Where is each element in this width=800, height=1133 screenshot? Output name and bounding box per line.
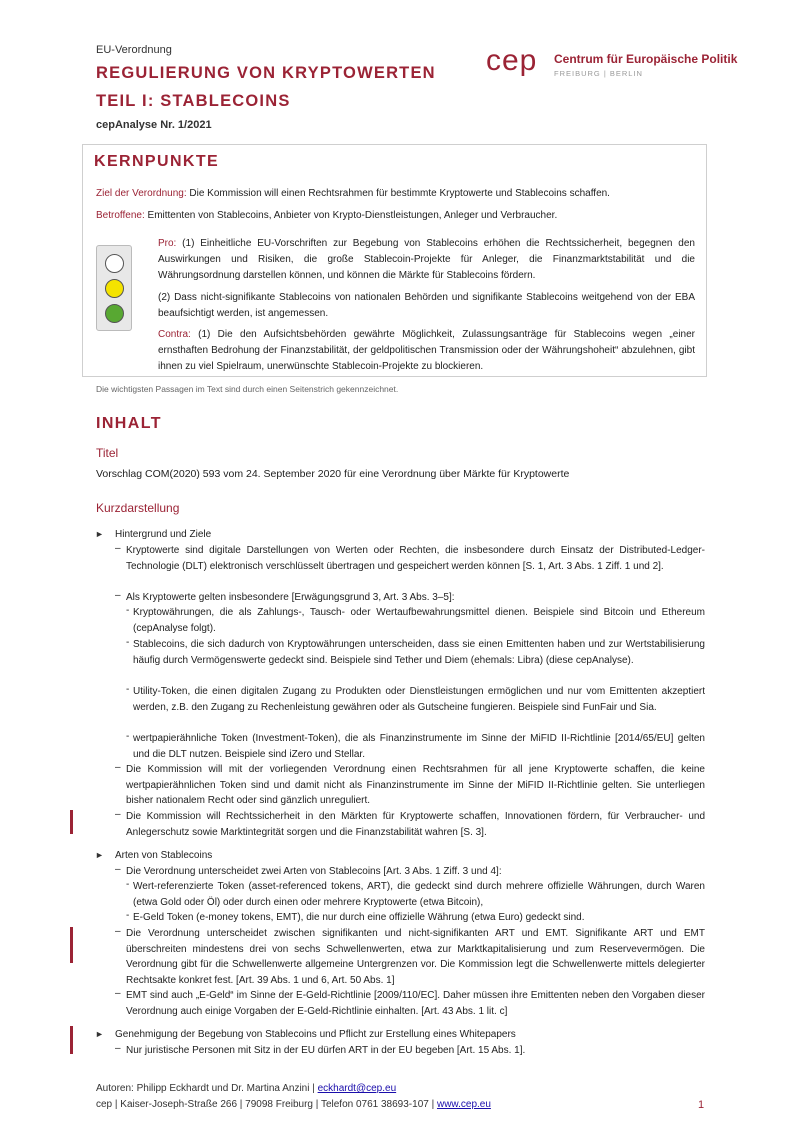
- pro-label: Pro:: [158, 238, 177, 249]
- list-item: E-Geld Token (e-money tokens, EMT), die nur durch eine offizielle Währung (etwa Euro) gedeckt sind.: [133, 912, 585, 923]
- dash-icon: –: [115, 988, 121, 999]
- pro-1-text: (1) Einheitliche EU-Vorschriften zur Begebung von Stablecoins erhöhen die Rechtssicherheit, begegnen den Auswirkungen und Risiken, die große Stablecoin-Projekte für Anleger, die Finanzmarktstabilität und die Währungsordnung darstellen können, und können die Märkte für Stablecoins fördern.: [158, 238, 695, 281]
- section-bullet-icon: ►: [95, 1029, 104, 1039]
- paragraph: Als Kryptowerte gelten insbesondere [Erwägungsgrund 3, Art. 3 Abs. 3–5]:: [126, 592, 455, 603]
- sub-dash-icon: -: [126, 910, 130, 921]
- dash-icon: –: [115, 926, 121, 937]
- key-points-heading: KERNPUNKTE: [94, 153, 220, 170]
- paragraph: Nur juristische Personen mit Sitz in der EU dürfen ART in der EU begeben [Art. 15 Abs. 1].: [126, 1045, 526, 1056]
- sub-dash-icon: -: [126, 879, 130, 890]
- traffic-light-green: [105, 304, 124, 323]
- sub-dash-icon: -: [126, 684, 130, 695]
- margin-bar: [70, 810, 73, 834]
- logo-city: FREIBURG | BERLIN: [554, 69, 643, 78]
- logo-name: Centrum für Europäische Politik: [554, 52, 738, 66]
- footer-address: [96, 1099, 491, 1110]
- objective-line: [96, 187, 610, 201]
- contra-1: [158, 327, 695, 375]
- key-points-box: [82, 144, 707, 377]
- list-item: Stablecoins, die sich dadurch von Kryptowährungen unterscheiden, dass sie einen Emittenten haben und zur Wertstabilisierung häufig durch Vermögenswerte gedeckt sind. Beispiele sind Tether und Diem (ehemals: Libra) (diese cepAnalyse).: [133, 639, 705, 666]
- list-item: Utility-Token, die einen digitalen Zugang zu Produkten oder Dienstleistungen ermöglichen und nur vom Emittenten akzeptiert werden, z.B. den Zugang zu Rechenleistung gewähren oder als Gutscheine fungieren. Beispiele sind FunFair und Sia.: [133, 686, 705, 713]
- objective-label: Ziel der Verordnung:: [96, 188, 187, 199]
- contra-1-text: (1) Die den Aufsichtsbehörden gewährte Möglichkeit, Zulassungsanträge für Stablecoins wegen „einer ernsthaften Bedrohung der Finanzstabilität, der geldpolitischen Transmission oder der Währungshoheit“ abzulehnen, gibt ihnen zu viel Spielraum, unerwünschte Stablecoin-Projekte zu blockieren.: [158, 329, 695, 372]
- paragraph: Die Kommission will Rechtssicherheit in den Märkten für Kryptowerte schaffen, Innovationen fördern, für Verbraucher- und Anlegerschutz sowie Marktintegrität sorgen und die Finanzstabilität wahren [S. 3].: [126, 811, 705, 838]
- list-item: wertpapierähnliche Token (Investment-Token), die als Finanzinstrumente im Sinne der MiFID II-Richtlinie [2014/65/EU] gelten und die DLT nutzen. Beispiele sind iZero und Stellar.: [133, 733, 705, 760]
- footer-authors: [96, 1083, 396, 1094]
- address-text: cep | Kaiser-Joseph-Straße 266 | 79098 Freiburg | Telefon 0761 38693-107 |: [96, 1099, 437, 1110]
- dash-icon: –: [115, 543, 121, 554]
- traffic-light-yellow: [105, 279, 124, 298]
- dash-icon: –: [115, 590, 121, 601]
- sub-dash-icon: -: [126, 637, 130, 648]
- paragraph: EMT sind auch „E-Geld“ im Sinne der E-Geld-Richtlinie [2009/110/EC]. Daher müssen ihre Emittenten neben den Vorgaben dieser Verordnung auch einige Vorgaben der E-Geld-Richtlinie einhalten. [Art. 43 Abs. 1 lit. c]: [126, 990, 705, 1017]
- section-bullet-icon: ►: [95, 850, 104, 860]
- title-label: Titel: [96, 446, 119, 460]
- margin-bar: [70, 927, 73, 963]
- paragraph: Kryptowerte sind digitale Darstellungen von Werten oder Rechten, die insbesondere durch Einsatz der Distributed-Ledger-Technologie (DLT) elektronisch verschlüsselt übertragen und gespeichert werden können [S. 1, Art. 3 Abs. 1 Ziff. 1 und 2].: [126, 545, 705, 572]
- section-heading: Genehmigung der Begebung von Stablecoins und Pflicht zur Erstellung eines Whitepapers: [115, 1029, 516, 1040]
- affected-line: [96, 209, 557, 223]
- margin-bar: [70, 1026, 73, 1054]
- paragraph: Die Verordnung unterscheidet zwischen signifikanten und nicht-signifikanten ART und EMT. Signifikante ART und EMT überschreiten mindestens drei von sechs Schwellenwerten, etwa zur Marktkapitalisierung und zum Reservevermögen. Die Verordnung gibt für die Schwellenwerte allgemeine Untergrenzen vor. Die Kommission legt die Schwellenwerte mittels delegierter Rechtsakte konkret fest. [Art. 39 Abs. 1 und 6, Art. 50 Abs. 1]: [126, 928, 705, 986]
- affected-label: Betroffene:: [96, 210, 145, 221]
- pro-1: [158, 236, 695, 284]
- document-subtitle: TEIL I: STABLECOINS: [96, 92, 291, 110]
- paragraph: Die Kommission will mit der vorliegenden Verordnung einen Rechtsrahmen für all jene Kryptowerte schaffen, die keine wertpapierähnlichen Token sind und damit nicht als Finanzinstrumente im Sinne der MiFID II-Richtlinie gelten. Sie unterliegen bisher nationalem Recht oder sind gänzlich unreguliert.: [126, 764, 705, 807]
- objective-text: Die Kommission will einen Rechtsrahmen für bestimmte Kryptowerte und Stablecoins schaffen.: [186, 188, 610, 199]
- section-heading: Arten von Stablecoins: [115, 850, 213, 861]
- website-link[interactable]: www.cep.eu: [436, 1099, 491, 1110]
- section-heading: Hintergrund und Ziele: [115, 529, 212, 540]
- affected-text: Emittenten von Stablecoins, Anbieter von Krypto-Dienstleistungen, Anleger und Verbraucher.: [144, 210, 558, 221]
- marginal-note: Die wichtigsten Passagen im Text sind durch einen Seitenstrich gekennzeichnet.: [96, 384, 399, 394]
- sub-dash-icon: -: [126, 605, 130, 616]
- contra-label: Contra:: [158, 329, 191, 340]
- issue-number: cepAnalyse Nr. 1/2021: [96, 119, 212, 131]
- pro-2: (2) Dass nicht-signifikante Stablecoins von nationalen Behörden und signifikante Stablecoins weitgehend von der EBA beaufsichtigt werden, ist angemessen.: [158, 292, 695, 319]
- traffic-light-icon: [96, 245, 132, 331]
- list-item: Kryptowährungen, die als Zahlungs-, Tausch- oder Wertaufbewahrungsmittel dienen. Beispiele sind Bitcoin und Ethereum (cepAnalyse folgt).: [133, 607, 705, 634]
- section-bullet-icon: ►: [95, 529, 104, 539]
- dash-icon: –: [115, 864, 121, 875]
- summary-label: Kurzdarstellung: [96, 501, 180, 515]
- dash-icon: –: [115, 762, 121, 773]
- sub-dash-icon: -: [126, 731, 130, 742]
- title-text: Vorschlag COM(2020) 593 vom 24. September 2020 für eine Verordnung über Märkte für Kryptowerte: [96, 468, 570, 480]
- list-item: Wert-referenzierte Token (asset-referenced tokens, ART), die gedeckt sind durch mehrere offizielle Währungen, durch Waren (etwa Gold oder Öl) oder durch einen oder mehrere Kryptowerte (etwa Bitcoin),: [133, 881, 705, 908]
- dash-icon: –: [115, 809, 121, 820]
- document-title: REGULIERUNG VON KRYPTOWERTEN: [96, 64, 436, 82]
- cep-logo: [486, 44, 746, 84]
- traffic-light-white: [105, 254, 124, 273]
- page-number: 1: [698, 1099, 705, 1111]
- document-type: EU-Verordnung: [96, 44, 172, 56]
- email-link[interactable]: eckhardt@cep.eu: [317, 1083, 397, 1094]
- authors-text: Autoren: Philipp Eckhardt und Dr. Martina Anzini |: [96, 1083, 318, 1094]
- dash-icon: –: [115, 1043, 121, 1054]
- paragraph: Die Verordnung unterscheidet zwei Arten von Stablecoins [Art. 3 Abs. 1 Ziff. 3 und 4]:: [126, 866, 502, 877]
- logo-mark: cep: [486, 44, 538, 77]
- content-heading: INHALT: [96, 415, 162, 432]
